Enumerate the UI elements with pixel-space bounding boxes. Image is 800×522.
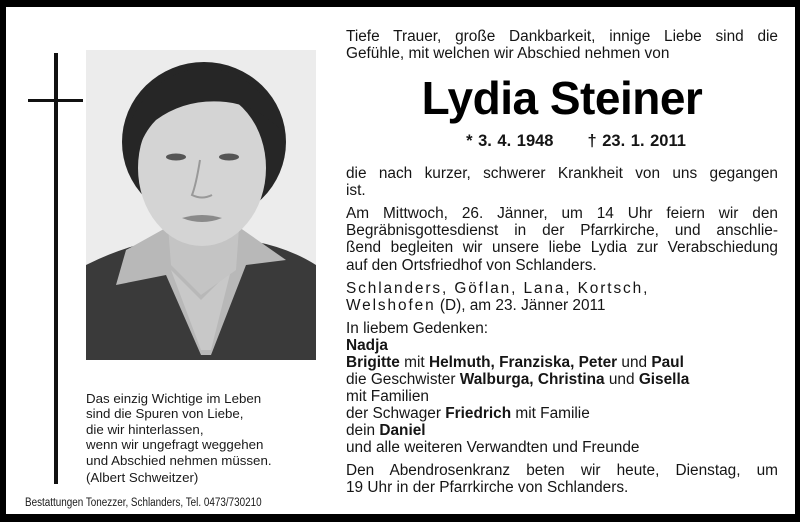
funeral-home-footer: Bestattungen Tonezzer, Schlanders, Tel. 0473/730210: [25, 497, 262, 509]
mourner-line: der Schwager Friedrich mit Familie: [346, 405, 590, 423]
mourners-heading: In liebem Gedenken:: [346, 320, 489, 338]
obituary-card: [6, 7, 795, 514]
life-dates: [374, 133, 778, 150]
funeral-text: Am Mittwoch, 26. Jänner, um 14 Uhr feiern wir den Begräbnisgottesdienst in der Pfarrkirche, und anschlie- ßend begleiten wir unsere liebe Lydia zur Verabschiedung auf den Ortsfriedhof von Schlanders.: [346, 205, 778, 274]
passing-text: die nach kurzer, schwerer Krankheit von uns gegangen ist.: [346, 164, 778, 199]
notice-text: [346, 28, 778, 497]
mourner-line: die Geschwister Walburga, Christina und Gisella: [346, 371, 690, 389]
portrait-image: [86, 50, 316, 360]
cross-icon: [54, 53, 58, 484]
mourner-line: Brigitte mit Helmuth, Franziska, Peter und Paul: [346, 354, 684, 372]
quote-line: und Abschied nehmen müssen.: [86, 452, 272, 468]
mourner-line: Nadja: [346, 337, 388, 355]
mourners-list: [346, 320, 778, 456]
mourner-line: dein Daniel: [346, 422, 426, 440]
deceased-name: Lydia Steiner: [421, 72, 703, 125]
quote-line: Das einzig Wichtige im Leben: [86, 391, 262, 406]
quote-line: wenn wir ungefragt weggehen: [86, 437, 264, 453]
rosary-text: Den Abendrosenkranz beten wir heute, Dienstag, um 19 Uhr in der Pfarrkirche von Schlanders.: [346, 462, 778, 497]
portrait-photo: [86, 50, 316, 360]
mourner-line: mit Familien: [346, 388, 429, 406]
quote-line: sind die Spuren von Liebe,: [86, 406, 244, 422]
quote-block: [86, 391, 272, 485]
quote-author: (Albert Schweitzer): [86, 470, 199, 486]
death-date: † 23. 1. 2011: [587, 132, 686, 151]
places-date: Schlanders, Göflan, Lana, Kortsch, Welshofen (D), am 23. Jänner 2011: [346, 279, 650, 315]
intro-text: Tiefe Trauer, große Dankbarkeit, innige Liebe sind die Gefühle, mit welchen wir Abschied nehmen von: [346, 28, 778, 63]
cross-icon-bar: [28, 99, 83, 102]
birth-date: * 3. 4. 1948: [466, 132, 554, 151]
quote-line: die wir hinterlassen,: [86, 421, 204, 437]
mourner-line: und alle weiteren Verwandten und Freunde: [346, 439, 640, 457]
